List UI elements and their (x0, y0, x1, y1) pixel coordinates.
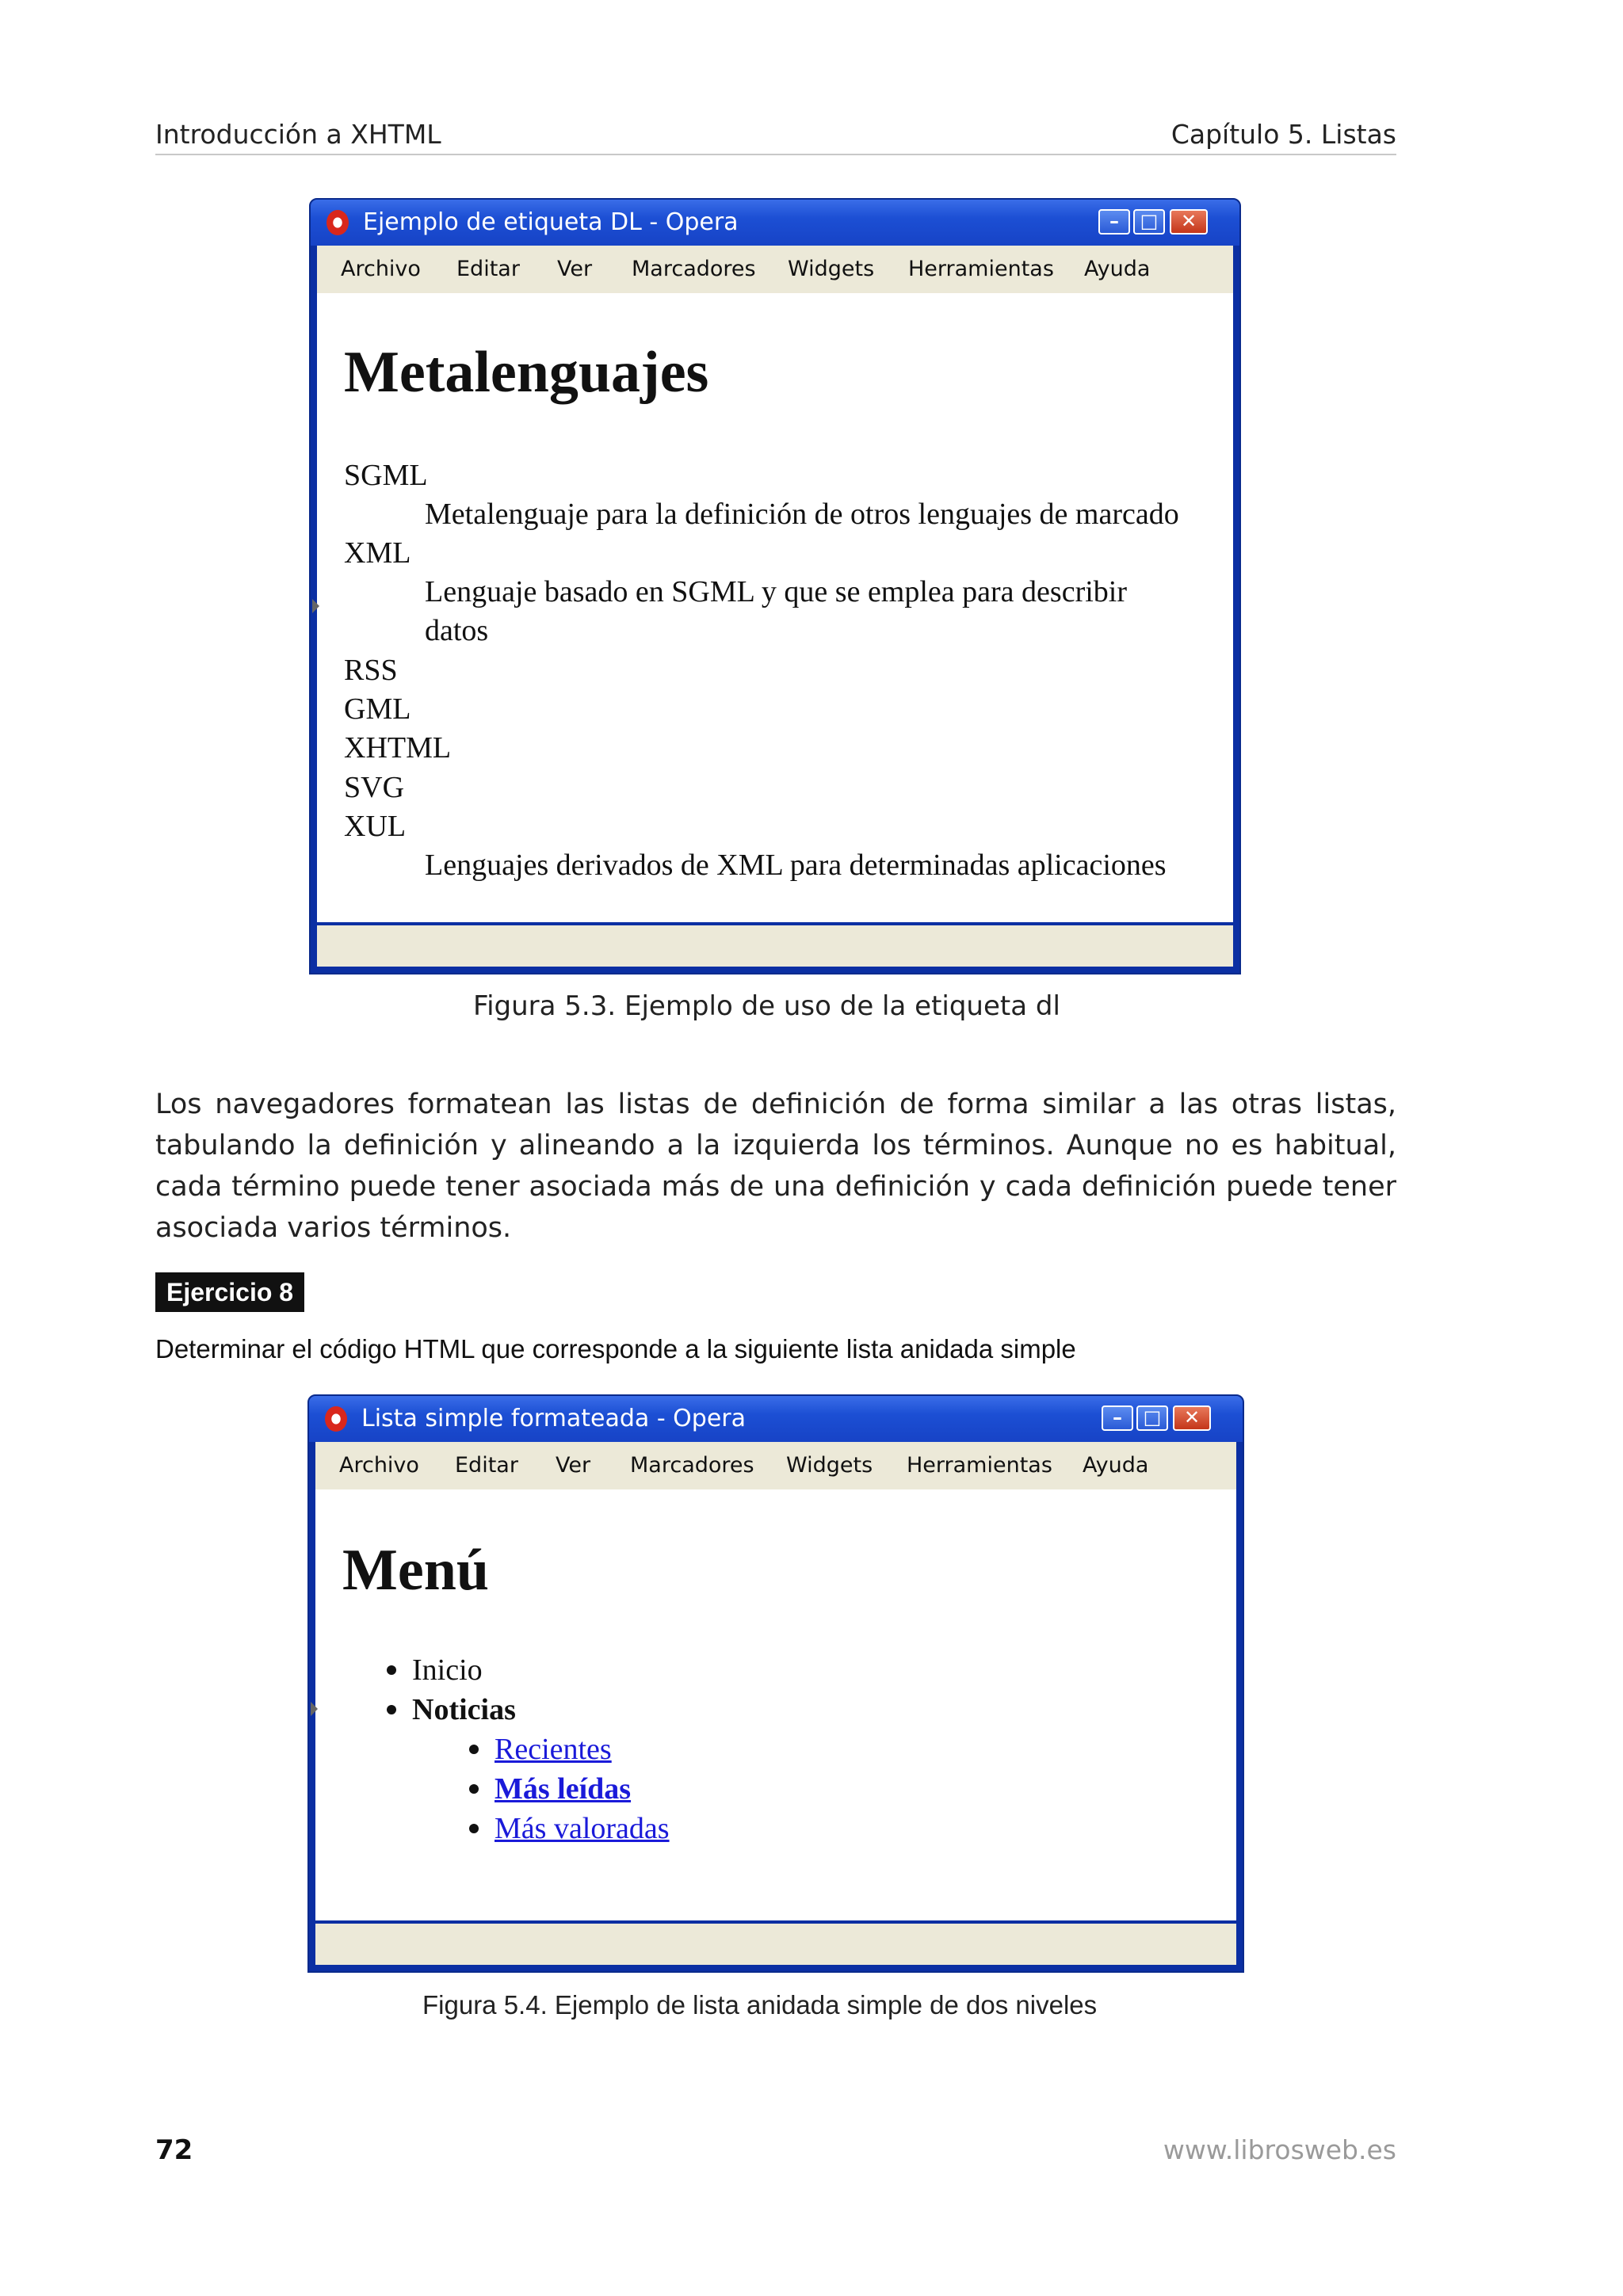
status-bar (317, 925, 1233, 967)
list-item: Inicio (387, 1653, 483, 1688)
dl-definition: Lenguaje basado en SGML y que se emplea para describir (425, 575, 1127, 608)
figure-caption: Figura 5.4. Ejemplo de lista anidada simple de dos niveles (422, 1990, 1098, 2019)
header-chapter-title: Capítulo 5. Listas (1170, 119, 1396, 150)
bullet-icon (387, 1665, 396, 1675)
page-viewport (317, 293, 1233, 922)
sub-list-item (469, 1811, 670, 1846)
menu-archivo[interactable]: Archivo (341, 257, 421, 281)
exercise-description: Determinar el código HTML que corresponde a la siguiente lista anidada simple (155, 1334, 1076, 1363)
menu-herramientas[interactable]: Herramientas (908, 257, 1054, 281)
page-viewport (315, 1489, 1236, 1920)
opera-logo-icon (327, 210, 349, 235)
sidebar-handle-icon[interactable] (312, 599, 319, 613)
sub-list-item (469, 1732, 612, 1767)
window-titlebar (311, 200, 1239, 246)
bullet-icon (469, 1784, 479, 1794)
page-heading: Menú (342, 1538, 489, 1603)
menu-ayuda[interactable]: Ayuda (1084, 257, 1151, 281)
body-paragraph: Los navegadores formatean las listas de definición de forma similar a las otras listas, tabulando la definición y alineando a la izquierda los términos. Aunque no es habitual, cada término puede tener asociada más de una definición y cada definición puede tener asociada varios términos. (155, 1089, 1396, 1244)
link-mas-valoradas[interactable]: Más valoradas (495, 1812, 670, 1845)
header-book-title: Introducción a XHTML (155, 119, 441, 150)
close-icon[interactable]: ✕ (1170, 209, 1208, 235)
dl-term: XUL (344, 810, 407, 843)
menu-archivo[interactable]: Archivo (339, 1453, 419, 1478)
figure-caption: Figura 5.3. Ejemplo de uso de la etiqueta dl (473, 990, 1060, 1022)
sub-list-item (469, 1772, 631, 1806)
list-item: Noticias (387, 1692, 516, 1727)
status-bar (315, 1924, 1236, 1965)
maximize-icon[interactable]: □ (1133, 209, 1165, 235)
close-icon[interactable]: ✕ (1173, 1405, 1211, 1431)
link-mas-leidas[interactable]: Más leídas (495, 1772, 632, 1806)
dl-definition: Lenguajes derivados de XML para determinadas aplicaciones (425, 849, 1167, 882)
menu-marcadores[interactable]: Marcadores (632, 257, 756, 281)
menu-widgets[interactable]: Widgets (788, 257, 875, 281)
dl-term: SGML (344, 459, 428, 492)
sidebar-handle-icon[interactable] (311, 1702, 318, 1716)
dl-term: RSS (344, 654, 398, 687)
menu-ayuda[interactable]: Ayuda (1083, 1453, 1149, 1478)
page-number: 72 (155, 2134, 193, 2166)
exercise-badge: Ejercicio 8 (155, 1272, 304, 1312)
menu-widgets[interactable]: Widgets (786, 1453, 873, 1478)
header-rule (155, 154, 1396, 155)
menu-herramientas[interactable]: Herramientas (907, 1453, 1052, 1478)
page-heading: Metalenguajes (344, 340, 709, 405)
dl-definition-continued: datos (425, 614, 489, 647)
figure-window-nested-list (307, 1394, 1244, 1973)
minimize-icon[interactable]: – (1102, 1405, 1133, 1431)
figure-window-dl (309, 198, 1241, 974)
dl-term: XML (344, 536, 411, 570)
menu-editar[interactable]: Editar (455, 1453, 518, 1478)
menu-ver[interactable]: Ver (557, 257, 593, 281)
maximize-icon[interactable]: □ (1136, 1405, 1168, 1431)
window-title: Lista simple formateada - Opera (361, 1405, 747, 1432)
bullet-icon (469, 1745, 479, 1754)
minimize-icon[interactable]: – (1098, 209, 1130, 235)
link-recientes[interactable]: Recientes (495, 1733, 612, 1766)
bullet-icon (469, 1824, 479, 1833)
menubar (317, 246, 1233, 293)
opera-logo-icon (325, 1406, 347, 1432)
footer-url: www.librosweb.es (1163, 2134, 1396, 2165)
dl-term: SVG (344, 771, 405, 804)
menubar (315, 1442, 1236, 1489)
dl-definition: Metalenguaje para la definición de otros lenguajes de marcado (425, 498, 1179, 531)
menu-marcadores[interactable]: Marcadores (630, 1453, 754, 1478)
window-titlebar (309, 1396, 1243, 1442)
bullet-icon (387, 1705, 396, 1714)
dl-term: GML (344, 692, 411, 726)
window-title: Ejemplo de etiqueta DL - Opera (363, 208, 739, 236)
menu-editar[interactable]: Editar (456, 257, 520, 281)
dl-term: XHTML (344, 731, 452, 765)
menu-ver[interactable]: Ver (556, 1453, 591, 1478)
